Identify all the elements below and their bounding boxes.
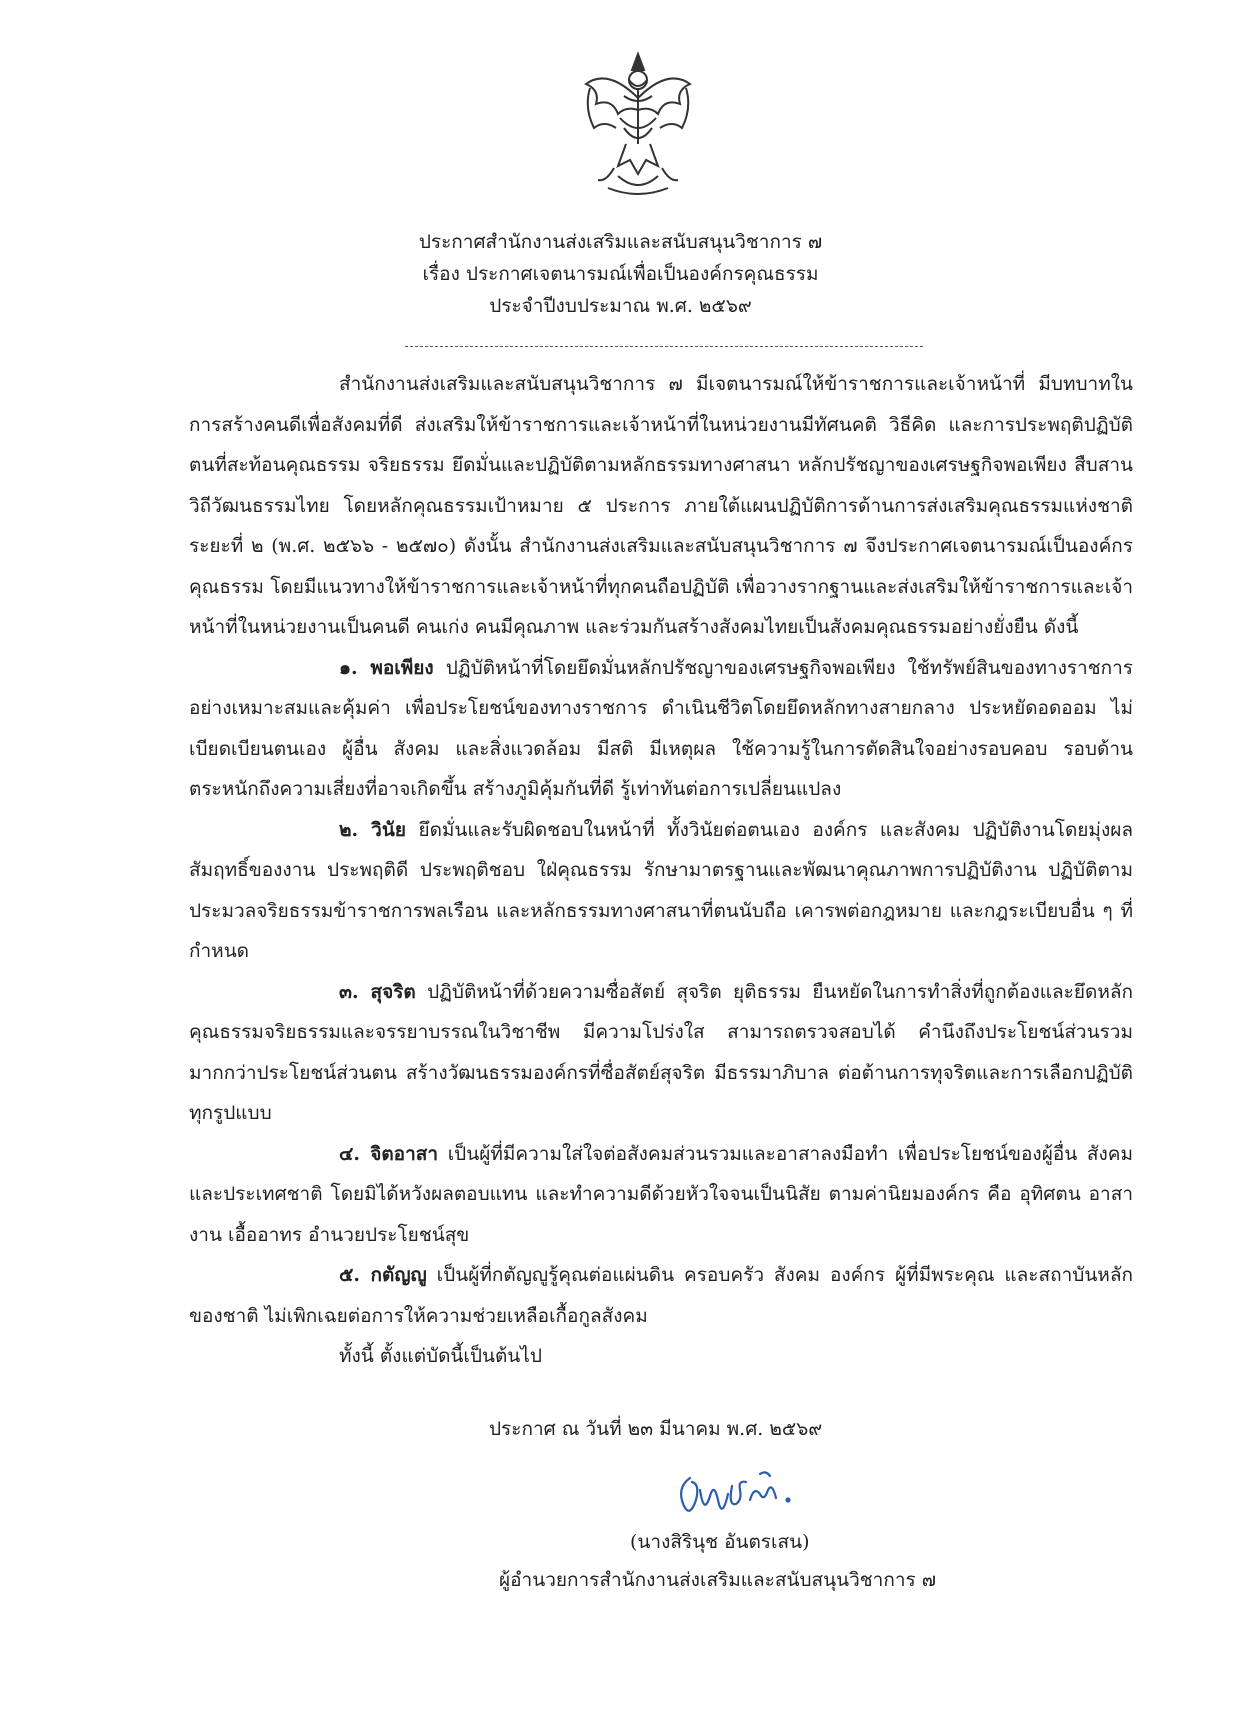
item-heading: ๕. กตัญญู [339, 1264, 427, 1286]
item-heading: ๓. สุจริต [339, 980, 416, 1003]
announcement-body [189, 364, 1133, 1377]
item-text: เป็นผู้ที่มีความใส่ใจต่อสังคมส่วนรวมและอาสาลงมือทำ เพื่อประโยชน์ของผู้อื่น สังคม และประเทศชาติ โดยมิได้หวังผลตอบแทน และทำความดีด้วยหัวใจจนเป็นนิสัย ตามค่านิยมองค์กร คือ อุทิศตน อาสางาน เอื้ออาทร อำนวยประโยชน์สุข [189, 1142, 1133, 1246]
item-paragraph-4 [189, 1134, 1133, 1256]
handwritten-signature-icon [670, 1460, 800, 1530]
item-text: ปฏิบัติหน้าที่ด้วยความซื่อสัตย์ สุจริต ยุติธรรม ยืนหยัดในการทำสิ่งที่ถูกต้องและยึดหลักคุณธรรมจริยธรรมและจรรยาบรรณในวิชาชีพ มีความโปร่งใส สามารถตรวจสอบได้ คำนึงถึงประโยชน์ส่วนรวมมากกว่าประโยชน์ส่วนตน สร้างวัฒนธรรมองค์กรที่ซื่อสัตย์สุจริต มีธรรมาภิบาล ต่อต้านการทุจริตและการเลือกปฏิบัติทุกรูปแบบ [189, 980, 1133, 1124]
intro-paragraph: สำนักงานส่งเสริมและสนับสนุนวิชาการ ๗ มีเจตนารมณ์ให้ข้าราชการและเจ้าหน้าที่ มีบทบาทในการสร้างคนดีเพื่อสังคมที่ดี ส่งเสริมให้ข้าราชการและเจ้าหน้าที่ในหน่วยงานมีทัศนคติ วิธีคิด และการประพฤติปฏิบัติตนที่สะท้อนคุณธรรม จริยธรรม ยึดมั่นและปฏิบัติตามหลักธรรมทางศาสนา หลักปรัชญาของเศรษฐกิจพอเพียง สืบสานวิถีวัฒนธรรมไทย โดยหลักคุณธรรมเป้าหมาย ๕ ประการ ภายใต้แผนปฏิบัติการด้านการส่งเสริมคุณธรรมแห่งชาติ ระยะที่ ๒ (พ.ศ. ๒๕๖๖ - ๒๕๗๐) ดังนั้น สำนักงานส่งเสริมและสนับสนุนวิชาการ ๗ จึงประกาศเจตนารมณ์เป็นองค์กรคุณธรรม โดยมีแนวทางให้ข้าราชการและเจ้าหน้าที่ทุกคนถือปฏิบัติ เพื่อวางรากฐานและส่งเสริมให้ข้าราชการและเจ้าหน้าที่ในหน่วยงานเป็นคนดี คนเก่ง คนมีคุณภาพ และร่วมกันสร้างสังคมไทยเป็นสังคมคุณธรรมอย่างยั่งยืน ดังนี้ [189, 373, 1133, 638]
signer-name: (นางสิรินุช อันตรเสน) [630, 1531, 810, 1553]
header-fiscal-year: ประจำปีงบประมาณ พ.ศ. ๒๕๖๙ [489, 295, 752, 317]
item-heading: ๒. วินัย [339, 818, 406, 841]
announcement-header [0, 226, 1241, 322]
item-text: ปฏิบัติหน้าที่โดยยึดมั่นหลักปรัชญาของเศรษฐกิจพอเพียง ใช้ทรัพย์สินของทางราชการอย่างเหมาะสมและคุ้มค่า เพื่อประโยชน์ของทางราชการ ดำเนินชีวิตโดยยึดหลักทางสายกลาง ประหยัดอดออม ไม่เบียดเบียนตนเอง ผู้อื่น สังคม และสิ่งแวดล้อม มีสติ มีเหตุผล ใช้ความรู้ในการตัดสินใจอย่างรอบคอบ รอบด้าน ตระหนักถึงความเสี่ยงที่อาจเกิดขึ้น สร้างภูมิคุ้มกันที่ดี รู้เท่าทันต่อการเปลี่ยนแปลง [189, 656, 1133, 800]
closing-line: ทั้งนี้ ตั้งแต่บัดนี้เป็นต้นไป [339, 1345, 542, 1367]
item-paragraph-1 [189, 648, 1133, 810]
signer-position: ผู้อำนวยการสำนักงานส่งเสริมและสนับสนุนวิชาการ ๗ [499, 1569, 937, 1591]
garuda-emblem-icon [578, 48, 698, 200]
item-heading: ๔. จิตอาสา [339, 1142, 439, 1165]
item-text: ยึดมั่นและรับผิดชอบในหน้าที่ ทั้งวินัยต่อตนเอง องค์กร และสังคม ปฏิบัติงานโดยมุ่งผลสัมฤทธิ์ของงาน ประพฤติดี ประพฤติชอบ ใฝ่คุณธรรม รักษามาตรฐานและพัฒนาคุณภาพการปฏิบัติงาน ปฏิบัติตามประมวลจริยธรรมข้าราชการพลเรือน และหลักธรรมทางศาสนาที่ตนนับถือ เคารพต่อกฎหมาย และกฎระเบียบอื่น ๆ ที่กำหนด [189, 818, 1133, 962]
header-divider [405, 346, 923, 347]
item-paragraph-3 [189, 972, 1133, 1134]
item-paragraph-2 [189, 810, 1133, 972]
header-subject: เรื่อง ประกาศเจตนารมณ์เพื่อเป็นองค์กรคุณธรรม [422, 263, 819, 285]
announcement-date: ประกาศ ณ วันที่ ๒๓ มีนาคม พ.ศ. ๒๕๖๙ [489, 1418, 823, 1440]
item-paragraph-5 [189, 1255, 1133, 1336]
item-text: เป็นผู้ที่กตัญญูรู้คุณต่อแผ่นดิน ครอบครัว สังคม องค์กร ผู้ที่มีพระคุณ และสถาบันหลักของชาติ ไม่เพิกเฉยต่อการให้ความช่วยเหลือเกื้อกูลสังคม [189, 1264, 1133, 1327]
header-line-1: ประกาศสำนักงานส่งเสริมและสนับสนุนวิชาการ ๗ [418, 231, 823, 253]
item-heading: ๑. พอเพียง [339, 656, 434, 679]
